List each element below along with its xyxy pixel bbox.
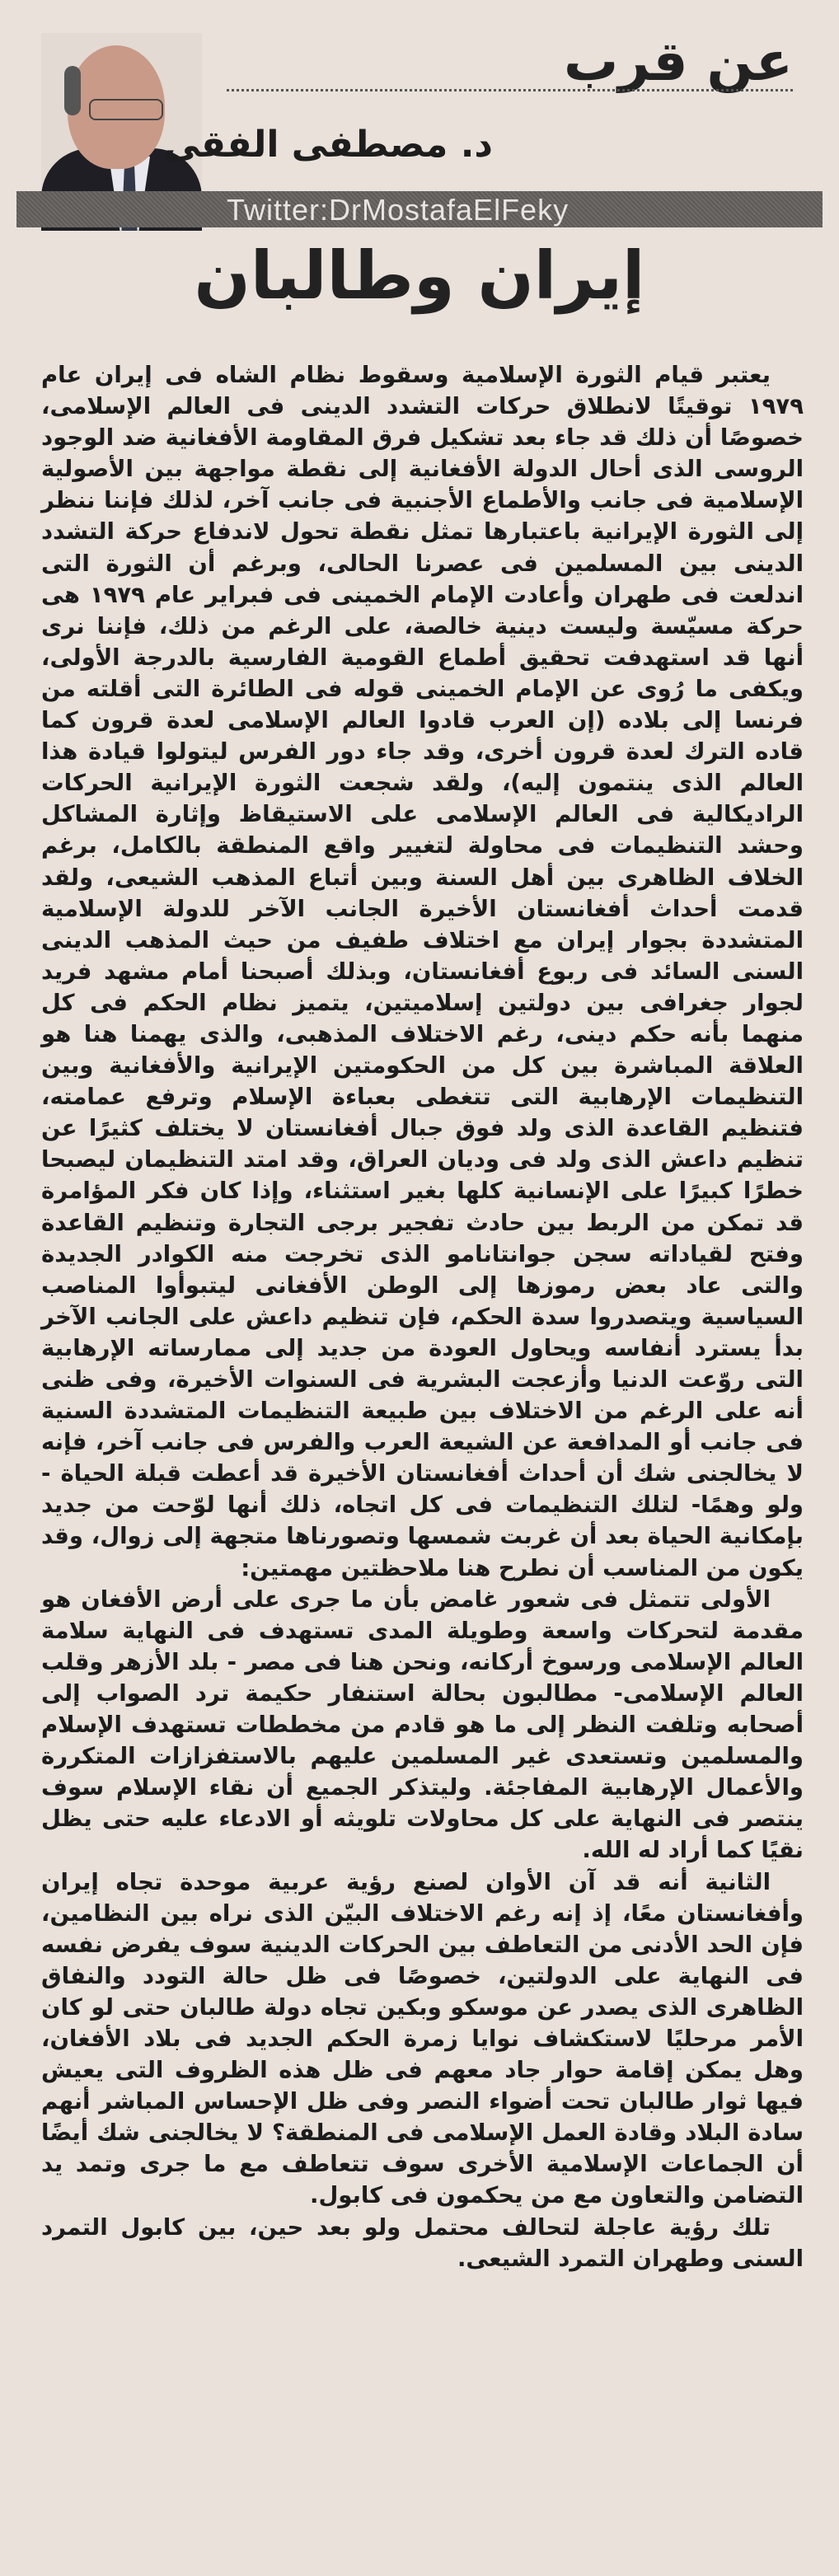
article-title: إيران وطالبان [194, 237, 645, 314]
paragraph: تلك رؤية عاجلة لتحالف محتمل ولو بعد حين، بين كابول التمرد السنى وطهران التمرد الشيعى. [41, 2213, 804, 2272]
paragraph: الأولى تتمثل فى شعور غامض بأن ما جرى على أرض الأفغان هو مقدمة لتحركات واسعة وطويلة المدى تستهدف فى النهاية سلامة العالم الإسلامى ورسوخ أركانه، ونحن هنا فى مصر - بلد الأزهر وقلب العالم الإسلامى- مطالبون بحالة استنفار حكيمة ترد الصواب إلى أصحابه وتلفت النظر إلى ما هو قادم من مخططات تستهدف الإسلام والمسلمين وتستعدى غير المسلمين عليهم بالاستفزازات المتكررة والأعمال الإرهابية المفاجئة. وليتذكر الجميع أن نقاء الإسلام سوف ينتصر فى النهاية على كل محاولات تلويثه أو الادعاء عليه حتى يظل نقيًا كما أراد له الله. [41, 1585, 804, 1864]
paragraph: الثانية أنه قد آن الأوان لصنع رؤية عربية موحدة تجاه إيران وأفغانستان معًا، إذ إنه رغم الاختلاف البيّن الذى نراه بين النظامين، فإن الحد الأدنى من التعاطف بين الحركات الدينية سوف يفرض نفسه فى النهاية على الدولتين، خصوصًا فى ظل حالة التودد والنفاق الظاهرى الذى يصدر عن موسكو وبكين تجاه دولة طالبان حتى لو كان الأمر مرحليًا لاستكشاف نوايا زمرة الحكم الجديد فى بلاد الأفغان، وهل يمكن إقامة حوار جاد معهم فى ظل هذه الظروف التى يعيش فيها ثوار طالبان تحت أضواء النصر وفى ظل الإحساس المباشر أنهم سادة البلاد وقادة العمل الإسلامى فى المنطقة؟ لا يخالجنى شك أيضًا أن الجماعات الإسلامية الأخرى سوف تتعاطف مع ما جرى وتمد يد التضامن والتعاون مع من يحكمون فى كابول. [41, 1868, 804, 2209]
column-name: عن قرب [563, 30, 793, 93]
photo-hair [64, 66, 81, 115]
dotted-divider [227, 89, 793, 91]
article-body [41, 359, 804, 2274]
author-name: د. مصطفى الفقى [163, 124, 493, 166]
photo-glasses [89, 99, 163, 120]
twitter-handle: Twitter:DrMostafaElFeky [227, 193, 569, 227]
paragraph: يعتبر قيام الثورة الإسلامية وسقوط نظام الشاه فى إيران عام ١٩٧٩ توقيتًا لانطلاق حركات التشدد الدينى فى العالم الإسلامى، خصوصًا أن ذلك قد جاء بعد تشكيل فرق المقاومة الأفغانية ضد الوجود الروسى الذى أحال الدولة الأفغانية إلى نقطة مواجهة بين الأصولية الإسلامية فى جانب والأطماع الأجنبية فى جانب آخر، لذلك فإننا ننظر إلى الثورة الإيرانية باعتبارها تمثل نقطة تحول لاندفاع حركة التشدد الدينى بين المسلمين فى عصرنا الحالى، وبرغم أن الثورة التى اندلعت فى طهران وأعادت الإمام الخمينى فى فبراير عام ١٩٧٩ هى حركة مسيّسة وليست دينية خالصة، على الرغم من ذلك، فإننا نرى أنها قد استهدفت تحقيق أطماع القومية الفارسية بالدرجة الأولى، ويكفى ما رُوى عن الإمام الخمينى قوله فى الطائرة التى أقلته من فرنسا إلى بلاده (إن العرب قادوا العالم الإسلامى لعدة قرون كما قاده الترك لعدة قرون أخرى، وقد جاء دور الفرس ليتولوا قيادة هذا العالم الذى ينتمون إليه)، ولقد شجعت الثورة الإيرانية الحركات الراديكالية فى العالم الإسلامى على الاستيقاظ وإثارة المشاكل وحشد التنظيمات فى محاولة لتغيير واقع المنطقة بالكامل، برغم الخلاف الظاهرى بين أهل السنة وبين أتباع المذهب الشيعى، ولقد قدمت أحداث أفغانستان الأخيرة الجانب الآخر للدولة الإسلامية المتشددة بجوار إيران مع اختلاف طفيف من حيث المذهب الدينى السنى السائد فى ربوع أفغانستان، وبذلك أصبحنا أمام مشهد فريد لجوار جغرافى بين دولتين إسلاميتين، يتميز نظام الحكم فى كل منهما بأنه حكم دينى، رغم الاختلاف المذهبى، والذى يهمنا هنا هو العلاقة المباشرة بين كل من الحكومتين الإيرانية والأفغانية وبين التنظيمات الإرهابية التى تتغطى بعباءة الإسلام وترفع عمامته، فتنظيم القاعدة الذى ولد فوق جبال أفغانستان لا يختلف كثيرًا عن تنظيم داعش الذى ولد فى وديان العراق، وقد امتد التنظيمان ليصبحا خطرًا كبيرًا على الإنسانية كلها بغير استثناء، وإذا كان فكر المؤامرة قد تمكن من الربط بين حادث تفجير برجى التجارة وتنظيم القاعدة وفتح لقياداته سجن جوانتانامو الذى تخرجت منه الكوادر الجديدة والتى عاد بعض رموزها إلى الوطن الأفغانى ليتبوأوا المناصب السياسية ويتصدروا سدة الحكم، فإن تنظيم داعش على الجانب الآخر بدأ يسترد أنفاسه ويحاول العودة من جديد إلى ممارساته الإرهابية التى روّعت الدنيا وأزعجت البشرية فى السنوات الأخيرة، وفى ظنى أنه على الرغم من الاختلاف بين طبيعة التنظيمات المتشددة السنية فى جانب أو المدافعة عن الشيعة العرب والفرس فى جانب آخر، فإنه لا يخالجنى شك أن أحداث أفغانستان الأخيرة قد أعطت قبلة الحياة - ولو وهمًا- لتلك التنظيمات فى كل اتجاه، ذلك أنها لوّحت من جديد بإمكانية الحياة بعد أن غربت شمسها وتصورناها متجهة إلى زوال، وقد يكون من المناسب أن نطرح هنا ملاحظتين مهمتين: [41, 362, 804, 1581]
